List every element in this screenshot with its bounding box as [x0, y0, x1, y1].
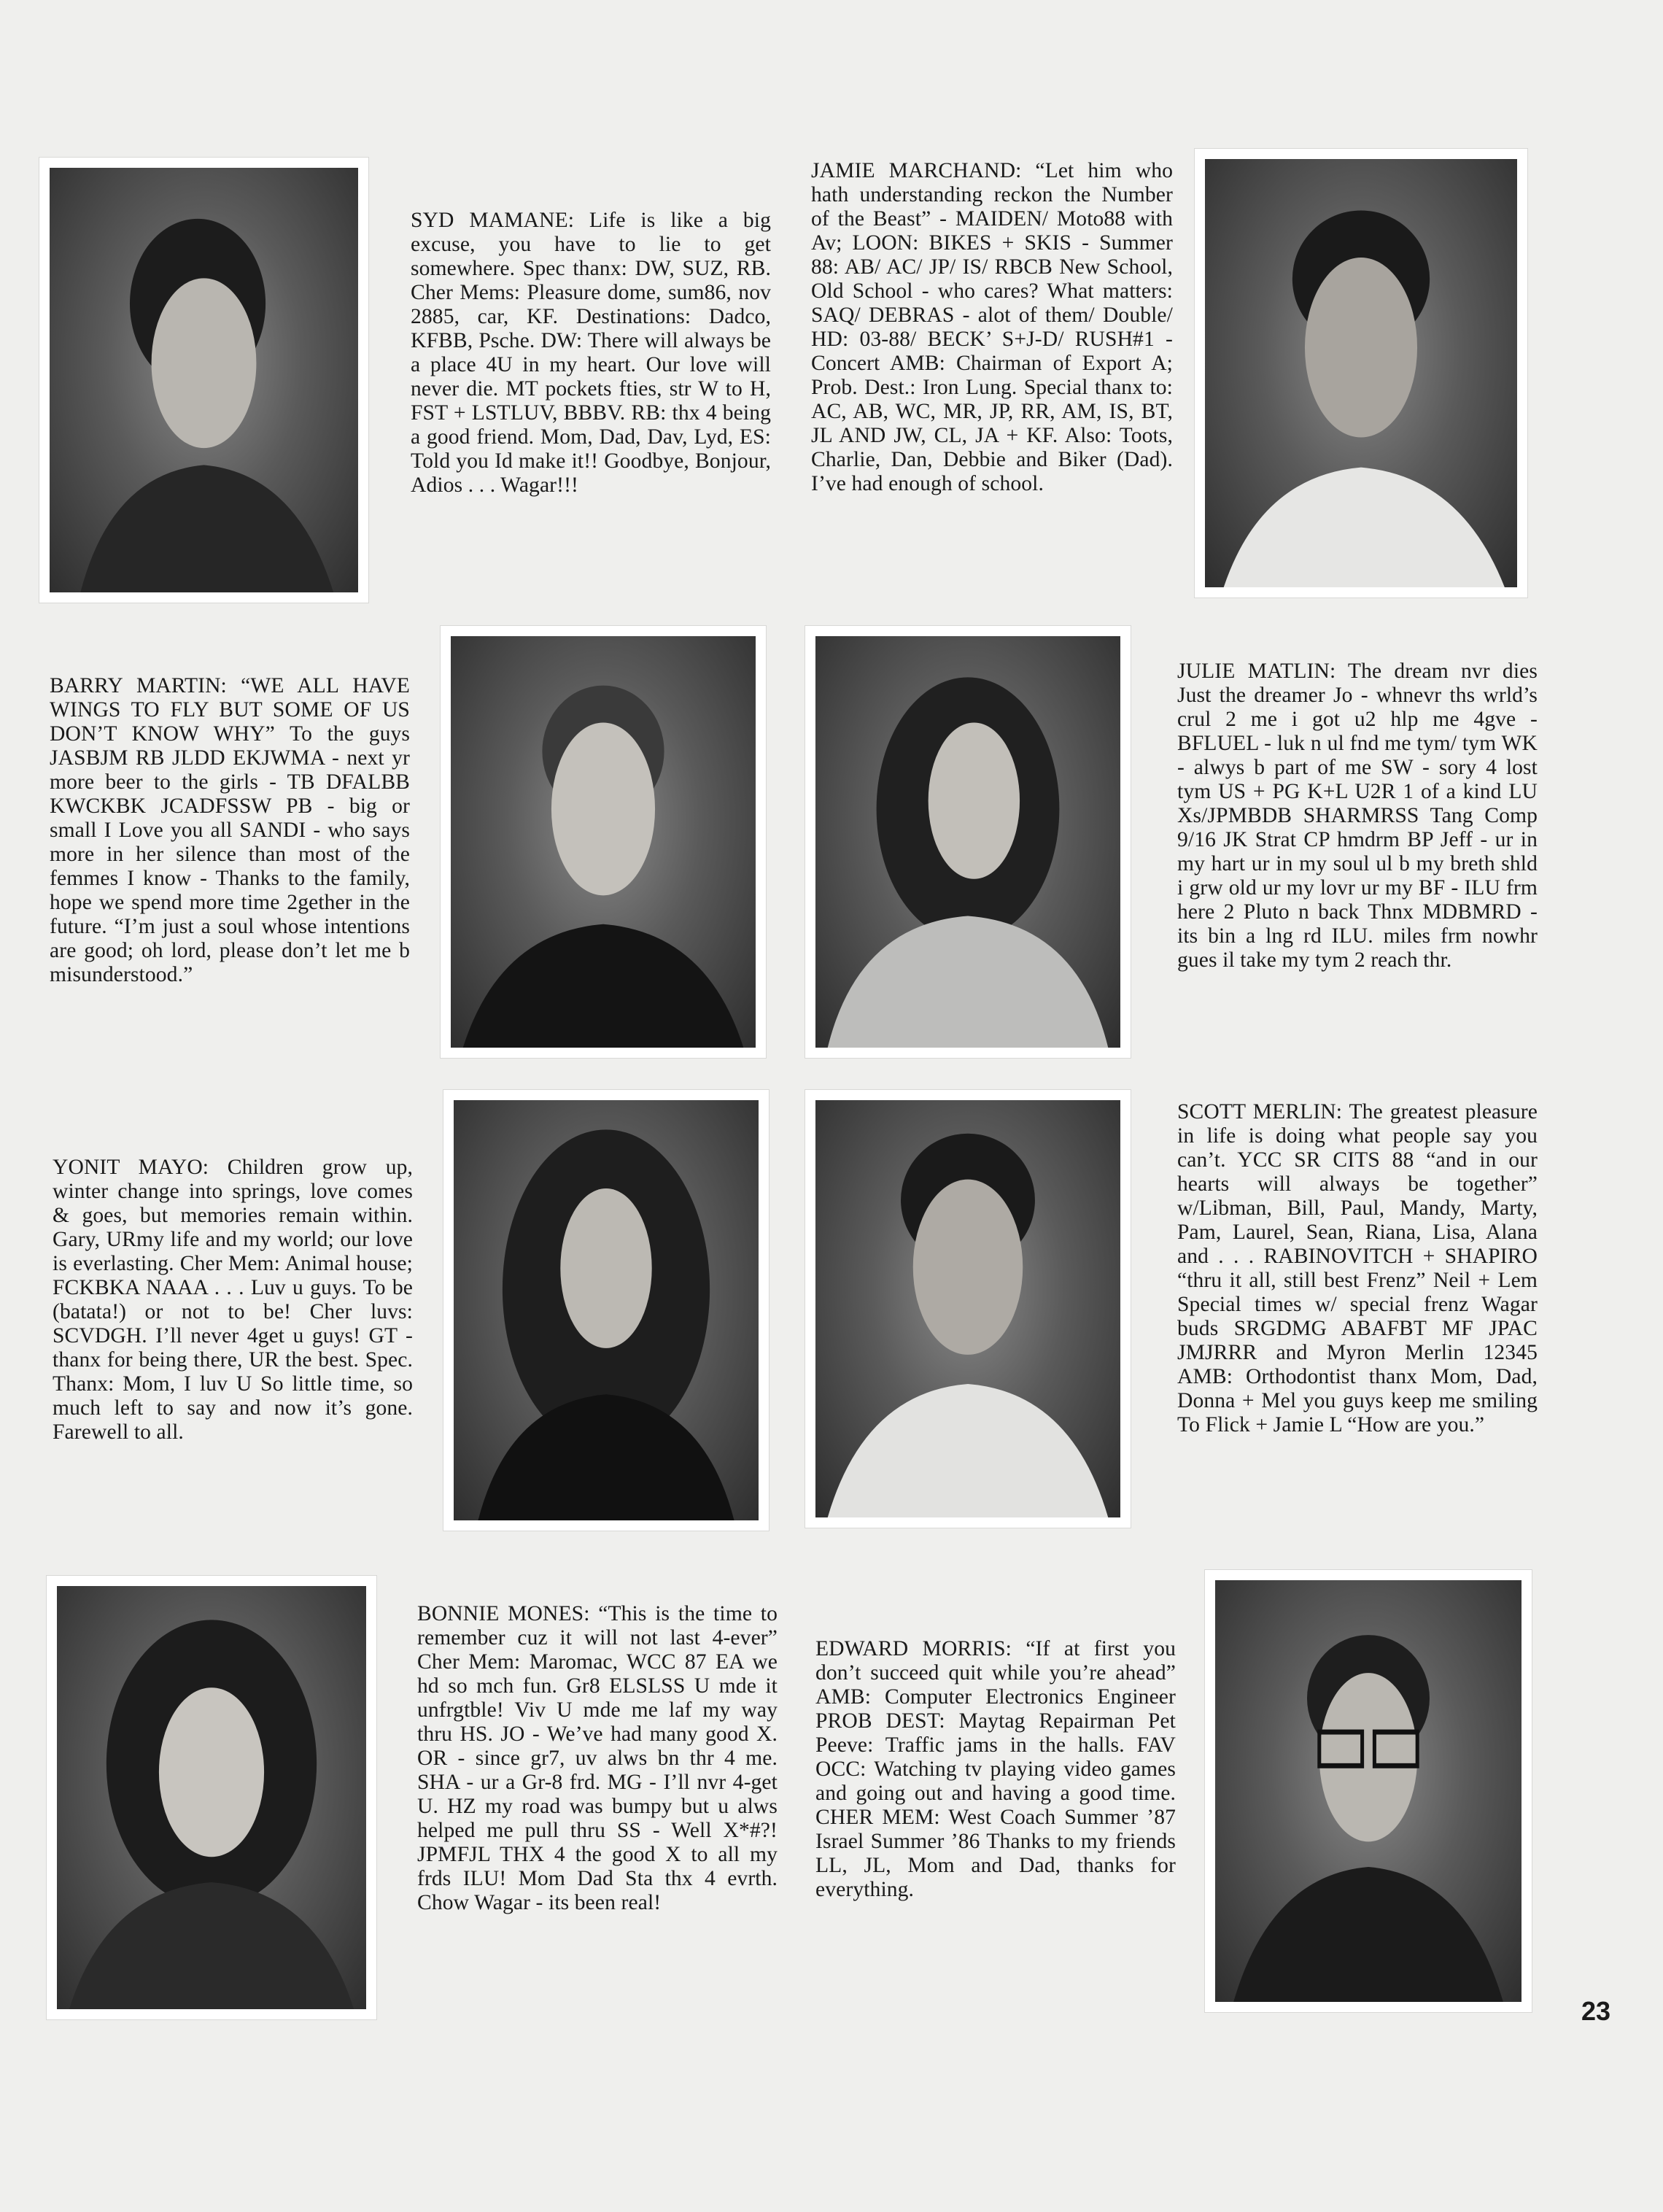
caption-syd-mamane: SYD MAMANE: Life is like a big excuse, you have to lie to get somewhere. Spec thanx: DW, SUZ, RB. Cher Mems: Pleasure dome, sum86, nov 2885, car, KF. Destinations: Dadco, KFBB, Psche. DW: There will always be a place 4U in my heart. Our love will never die. MT pockets fties, str W to H, FST + LSTLUV, BBBV. RB: thx 4 being a good friend. Mom, Dad, Dav, Lyd, ES: Told you Id make it!! Goodbye, Bonjour, Adios . . . Wagar!!! [411, 209, 771, 497]
caption-barry-martin: BARRY MARTIN: “WE ALL HAVE WINGS TO FLY BUT SOME OF US DON’T KNOW WHY” To the guys JASBJM RB JLDD EKJWMA - next yr more beer to the girls - TB DFALBB KWCKBK JCADFSSW PB - big or small I Love you all SANDI - who says more in her silence than most of the femmes I know - Thanks to the family, hope we spend more time 2gether in the future. “I’m just a soul whose intentions are good; oh lord, please don’t let me b misunderstood.” [50, 674, 410, 986]
portrait-barry-martin [441, 626, 766, 1058]
portrait-julie-matlin [805, 626, 1131, 1058]
portrait-image [57, 1586, 366, 2009]
portrait-scott-merlin [805, 1090, 1131, 1528]
portrait-yonit-mayo [443, 1090, 769, 1531]
portrait-bonnie-mones [47, 1576, 376, 2019]
portrait-image [50, 168, 358, 592]
caption-scott-merlin: SCOTT MERLIN: The greatest pleasure in life is doing what people say you can’t. YCC SR CITS 88 “and in our hearts will always be together” w/Libman, Bill, Paul, Mandy, Marty, Pam, Laurel, Sean, Riana, Lisa, Alana and . . . RABINOVITCH + SHAPIRO “thru it all, still best Frenz” Neil + Lem Special times w/ special frenz Wagar buds SRGDMG ABAFBT MF JPAC JMJRRR and Myron Merlin 12345 AMB: Orthodontist thanx Mom, Dad, Donna + Mel you guys keep me smiling To Flick + Jamie L “How are you.” [1177, 1100, 1538, 1436]
portrait-syd-mamane [39, 158, 368, 603]
portrait-edward-morris [1205, 1570, 1532, 2012]
page-number: 23 [1581, 1996, 1610, 2026]
caption-yonit-mayo: YONIT MAYO: Children grow up, winter change into springs, love comes & goes, but memories remain within. Gary, URmy life and my world; our love is everlasting. Cher Mem: Animal house; FCKBKA NAAA . . . Luv u guys. To be (batata!) or not to be! Cher luvs: SCVDGH. I’ll never 4get u guys! GT - thanx for being there, UR the best. Spec. Thanx: Mom, I luv U So little time, so much left to say and now it’s gone. Farewell to all. [53, 1156, 413, 1444]
caption-julie-matlin: JULIE MATLIN: The dream nvr dies Just the dreamer Jo - whnevr ths wrld’s crul 2 me i got u2 hlp me 4gve - BFLUEL - luk n ul fnd me tym/ tym WK - alwys b part of me SW - sory 4 lost tym US + PG K+L U2R 1 of a kind LU Xs/JPMBDB SHARMRSS Tang Comp 9/16 JK Strat CP hmdrm BP Jeff - ur in my hart ur in my soul ul b my breth shld i grw old ur my lovr ur my BF - ILU frm here 2 Pluto n back Thnx MDBMRD - its bin a lng rd ILU. miles frm nowhr gues il take my tym 2 reach thr. [1177, 660, 1538, 972]
portrait-image [815, 1100, 1120, 1517]
portrait-image [1205, 159, 1517, 587]
caption-edward-morris: EDWARD MORRIS: “If at first you don’t succeed quit while you’re ahead” AMB: Computer Electronics Engineer PROB DEST: Maytag Repairman Pet Peeve: Traffic jams in the halls. FAV OCC: Watching tv playing video games and going out and having a good time. CHER MEM: West Coach Summer ’87 Israel Summer ’86 Thanks to my friends LL, JL, Mom and Dad, thanks for everything. [815, 1637, 1176, 1901]
portrait-image [815, 636, 1120, 1048]
portrait-image [1215, 1580, 1521, 2002]
caption-bonnie-mones: BONNIE MONES: “This is the time to remember cuz it will not last 4-ever” Cher Mem: Maromac, WCC 87 EA we hd so mch fun. Gr8 ELSLSS U mde it unfrgtble! Viv U mde me laf my way thru HS. JO - We’ve had many good X. OR - since gr7, uv alws bn thr 4 me. SHA - ur a Gr-8 frd. MG - I’ll nvr 4-get U. HZ my road was bumpy but u alws helped me pull thru SS - Well X*#?! JPMFJL THX 4 the good X to all my frds ILU! Mom Dad Sta thx 4 evrth. Chow Wagar - its been real! [417, 1602, 778, 1914]
portrait-image [451, 636, 756, 1048]
portrait-image [454, 1100, 759, 1520]
portrait-jamie-marchand [1195, 149, 1527, 598]
caption-jamie-marchand: JAMIE MARCHAND: “Let him who hath understanding reckon the Number of the Beast” - MAIDEN/ Moto88 with Av; LOON: BIKES + SKIS - Summer 88: AB/ AC/ JP/ IS/ RBCB New School, Old School - who cares? What matters: SAQ/ DEBRAS - alot of them/ Double/ HD: 03-88/ BECK’ S+J-D/ RUSH#1 - Concert AMB: Chairman of Export A; Prob. Dest.: Iron Lung. Special thanx to: AC, AB, WC, MR, JP, RR, AM, IS, BT, JL AND JW, CL, JA + KF. Also: Toots, Charlie, Dan, Debbie and Biker (Dad). I’ve had enough of school. [811, 159, 1173, 495]
